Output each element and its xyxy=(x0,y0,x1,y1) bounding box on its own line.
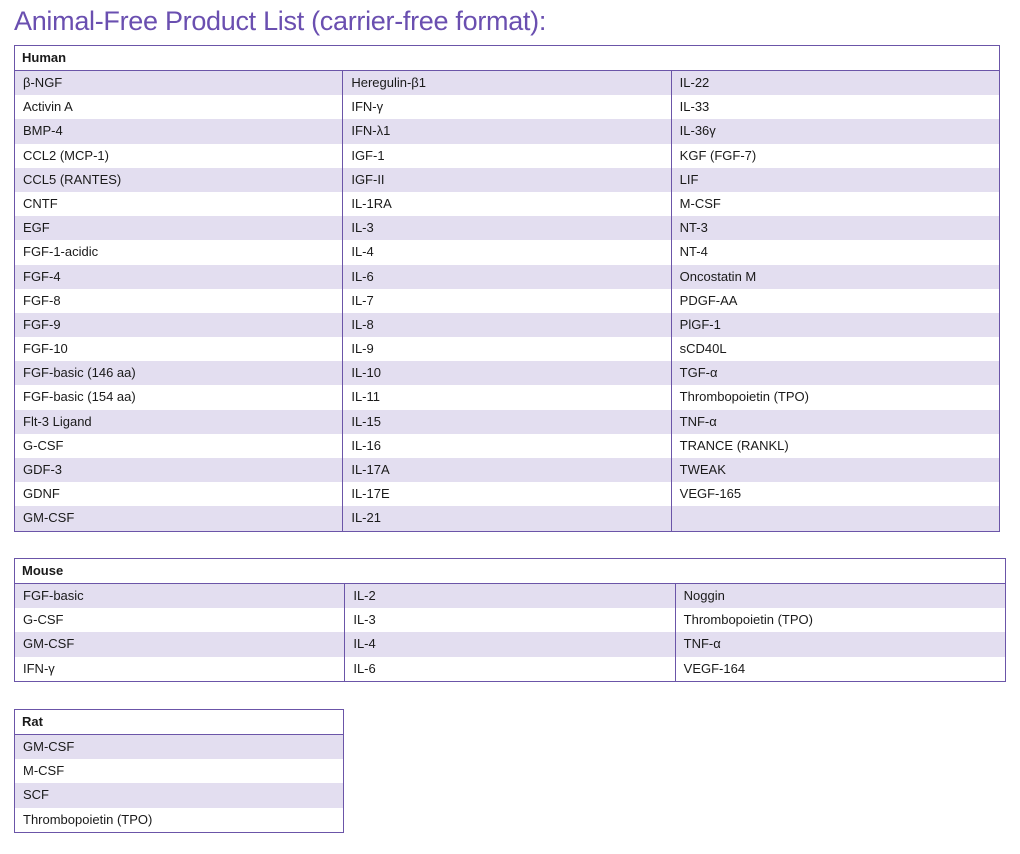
table-cell: FGF-basic xyxy=(23,588,84,603)
table-cell: TRANCE (RANKL) xyxy=(671,434,999,458)
table-cell: IL-6 xyxy=(342,265,670,289)
table-row xyxy=(15,265,999,289)
table-cell: TNF-α xyxy=(671,410,999,434)
table-cell: IL-4 xyxy=(342,240,670,264)
page-title: Animal-Free Product List (carrier-free format): xyxy=(14,6,547,36)
table-cell xyxy=(671,506,999,530)
table-cell: FGF-8 xyxy=(23,292,61,308)
table-cell: GM-CSF xyxy=(23,510,75,526)
table-cell: PlGF-1 xyxy=(671,313,999,337)
table-cell: IL-1RA xyxy=(342,192,670,216)
table-cell: IFN-γ xyxy=(342,95,670,119)
table-cell: IL-4 xyxy=(344,632,674,656)
table-cell: FGF-10 xyxy=(23,341,68,357)
table-cell: CCL5 (RANTES) xyxy=(23,171,122,187)
table-cell: EGF xyxy=(23,220,50,236)
table-cell: G-CSF xyxy=(23,612,64,628)
table-cell: IL-3 xyxy=(344,608,674,632)
table-cell: Thrombopoietin (TPO) xyxy=(675,608,1005,632)
table-row xyxy=(15,482,999,506)
table-row xyxy=(15,808,343,832)
table-body-human xyxy=(15,71,999,531)
table-cell: VEGF-165 xyxy=(671,482,999,506)
table-cell: LIF xyxy=(671,168,999,192)
table-row xyxy=(15,216,999,240)
table-cell: Oncostatin M xyxy=(671,265,999,289)
table-cell: VEGF-164 xyxy=(675,657,1005,681)
table-row xyxy=(15,71,999,95)
table-row xyxy=(15,192,999,216)
table-cell: FGF-4 xyxy=(23,268,61,284)
table-cell: IL-3 xyxy=(342,216,670,240)
table-cell: Thrombopoietin (TPO) xyxy=(23,811,153,827)
table-row xyxy=(15,144,999,168)
table-row xyxy=(15,632,1005,656)
table-row xyxy=(15,361,999,385)
table-body-rat xyxy=(15,735,343,832)
table-cell: IL-7 xyxy=(342,289,670,313)
table-cell: Noggin xyxy=(675,584,1005,608)
table-row xyxy=(15,657,1005,681)
table-cell: IL-21 xyxy=(342,506,670,530)
table-cell: TWEAK xyxy=(671,458,999,482)
table-cell: IL-16 xyxy=(342,434,670,458)
table-cell: FGF-9 xyxy=(23,316,61,332)
table-cell: IGF-II xyxy=(342,168,670,192)
table-cell: M-CSF xyxy=(23,763,65,779)
table-header-human: Human xyxy=(15,46,999,71)
human-product-table xyxy=(14,45,1000,532)
table-cell: IL-22 xyxy=(671,71,999,95)
table-cell: IL-33 xyxy=(671,95,999,119)
table-cell: IL-8 xyxy=(342,313,670,337)
table-cell: FGF-basic (146 aa) xyxy=(23,365,136,381)
table-cell: IL-6 xyxy=(344,657,674,681)
table-cell: GDNF xyxy=(23,486,60,502)
table-cell: IL-15 xyxy=(342,410,670,434)
table-cell: FGF-1-acidic xyxy=(23,244,99,260)
table-cell: Thrombopoietin (TPO) xyxy=(671,385,999,409)
table-cell: IL-2 xyxy=(344,584,674,608)
table-row xyxy=(15,289,999,313)
rat-product-table xyxy=(14,709,344,833)
table-cell: M-CSF xyxy=(671,192,999,216)
table-row xyxy=(15,458,999,482)
mouse-product-table xyxy=(14,558,1006,682)
table-cell: sCD40L xyxy=(671,337,999,361)
table-cell: IL-36γ xyxy=(671,119,999,143)
table-row xyxy=(15,608,1005,632)
table-cell: GM-CSF xyxy=(23,739,75,754)
table-row xyxy=(15,337,999,361)
table-cell: PDGF-AA xyxy=(671,289,999,313)
table-header-mouse: Mouse xyxy=(15,559,1005,584)
table-row xyxy=(15,506,999,530)
table-cell: IL-10 xyxy=(342,361,670,385)
table-row xyxy=(15,240,999,264)
table-cell: IL-11 xyxy=(342,385,670,409)
table-row xyxy=(15,735,343,759)
table-cell: NT-4 xyxy=(671,240,999,264)
table-cell: TGF-α xyxy=(671,361,999,385)
table-header-rat: Rat xyxy=(15,710,343,735)
table-cell: Heregulin-β1 xyxy=(342,71,670,95)
table-row xyxy=(15,385,999,409)
table-cell: Activin A xyxy=(23,99,73,115)
table-cell: GDF-3 xyxy=(23,462,62,477)
table-row xyxy=(15,759,343,783)
table-cell: β-NGF xyxy=(23,75,63,90)
table-row xyxy=(15,168,999,192)
table-cell: IL-9 xyxy=(342,337,670,361)
table-row xyxy=(15,95,999,119)
table-cell: KGF (FGF-7) xyxy=(671,144,999,168)
table-cell: Flt-3 Ligand xyxy=(23,413,92,429)
table-cell: G-CSF xyxy=(23,437,64,453)
table-cell: FGF-basic (154 aa) xyxy=(23,389,136,405)
table-cell: IFN-λ1 xyxy=(342,119,670,143)
table-cell: IGF-1 xyxy=(342,144,670,168)
table-cell: BMP-4 xyxy=(23,123,63,139)
table-cell: IL-17E xyxy=(342,482,670,506)
table-cell: NT-3 xyxy=(671,216,999,240)
table-row xyxy=(15,313,999,337)
table-row xyxy=(15,119,999,143)
table-cell: SCF xyxy=(23,787,49,803)
table-cell: IL-17A xyxy=(342,458,670,482)
table-cell: TNF-α xyxy=(675,632,1005,656)
table-row xyxy=(15,410,999,434)
table-cell: CCL2 (MCP-1) xyxy=(23,147,109,163)
table-cell: IFN-γ xyxy=(23,660,55,676)
table-cell: GM-CSF xyxy=(23,636,75,652)
table-body-mouse xyxy=(15,584,1005,681)
table-row xyxy=(15,783,343,807)
table-row xyxy=(15,434,999,458)
table-cell: CNTF xyxy=(23,195,58,211)
table-row xyxy=(15,584,1005,608)
